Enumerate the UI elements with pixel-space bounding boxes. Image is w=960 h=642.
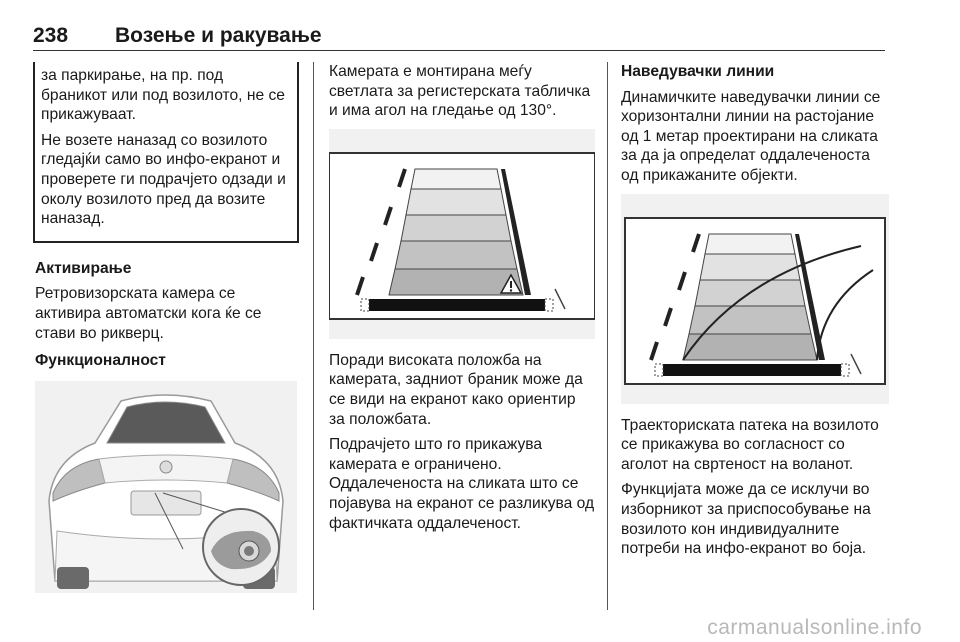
car-rear-illustration: [35, 381, 297, 593]
trajectory-text: Траекториската патека на возилото се прикажува во согласност со аголот на свртеност на воланот.: [621, 416, 879, 473]
header-divider: [33, 50, 885, 51]
car-rear-figure: [35, 381, 297, 593]
camera-view-figure-1: [329, 129, 595, 339]
camera-view-static-lines: [329, 129, 595, 339]
activation-heading: Активирање: [35, 259, 132, 277]
camera-range-text: Подрачјето што го прикажува камерата е ограничено. Оддалеченоста на сликата што се појавува на екранот се разликува од фактичката оддалеченост.: [329, 436, 595, 532]
activation-text: Ретровизорската камера се активира автоматски кога ќе се стави во рикверц.: [35, 285, 262, 342]
guide-lines-heading: Наведувачки линии: [621, 63, 775, 80]
page-header: [33, 24, 885, 50]
warning-paragraph-2: Не возете наназад со возилото гледајќи само во инфо-екранот и проверете ги подрачјето одзади и околу возилото пред да возите наназад.: [41, 131, 286, 228]
camera-intro: Камерата е монтирана меѓу светлата за регистерската табличка и има агол на гледање од 130°.: [329, 63, 591, 120]
warning-box: [33, 62, 299, 243]
warning-paragraph-1: за паркирање, на пр. под браникот или под возилото, не се прикажуваат.: [41, 67, 285, 124]
disable-function-text: Функцијата може да се исклучи во изборникот за приспособување на возилото кон индивидуалните потреби на инфо-екранот во боја.: [621, 481, 871, 558]
section-title: Возење и ракување: [115, 24, 322, 47]
page-number: 238: [33, 24, 69, 47]
column-divider-2: [607, 62, 608, 610]
guide-lines-text: Динамичките наведувачки линии се хоризонтални линии на растојание од 1 метар проектирани на сликата за да ја определат оддалеченоста од прикажаните објекти.: [621, 88, 881, 184]
camera-position-text: Поради високата положба на камерата, задниот браник може да се види на екранот како ориентир за положбата.: [329, 351, 583, 428]
watermark: carmanualsonline.info: [707, 616, 922, 639]
column-right: [621, 62, 889, 565]
column-left: [35, 62, 297, 593]
rear-camera-icon: [239, 541, 259, 561]
camera-view-figure-2: [621, 194, 889, 404]
function-heading: Функционалност: [35, 352, 166, 370]
column-middle: [329, 62, 595, 539]
camera-view-dynamic-lines: [621, 194, 889, 404]
column-divider-1: [313, 62, 314, 610]
